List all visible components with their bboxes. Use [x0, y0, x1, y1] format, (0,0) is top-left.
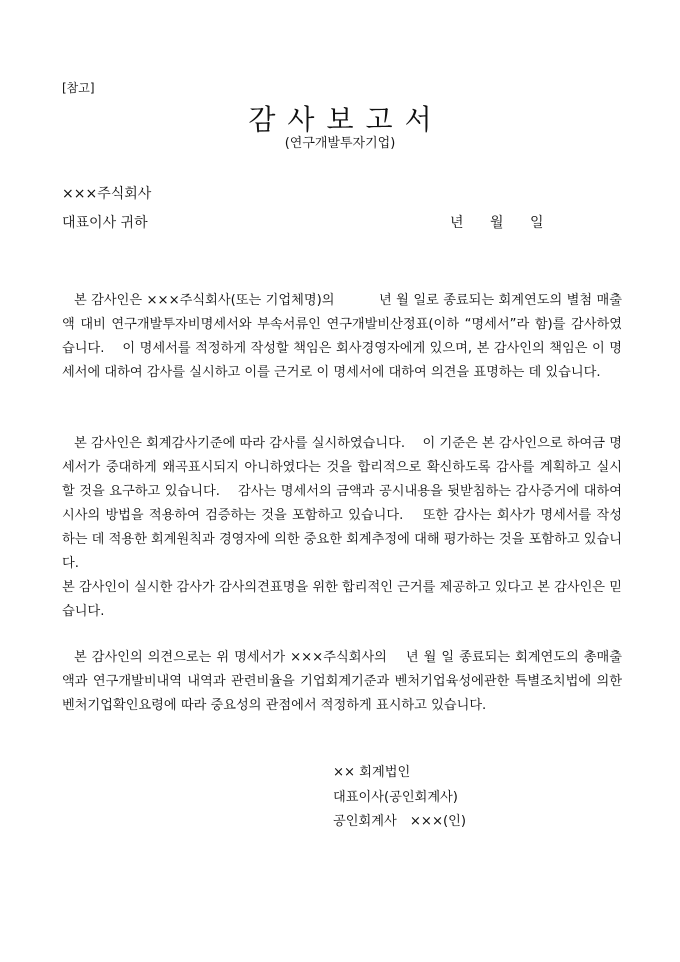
signature-representative: 대표이사(공인회계사) [333, 790, 458, 805]
paragraph-opinion: 본 감사인의 의견으로는 위 명세서가 ×××주식회사의 년 월 일 종료되는 회계연도의 총매출액과 연구개발비내역 내역과 관련비율을 기업회계기준과 벤처기업육성에관한 특별조치법에 의한 벤처기업확인요령에 따라 중요성의 관점에서 적정하게 표시하고 있습니다. [62, 650, 622, 713]
paragraph-standards: 본 감사인은 회계감사기준에 따라 감사를 실시하였습니다. 이 기준은 본 감사인으로 하여금 명세서가 중대하게 왜곡표시되지 아니하였다는 것을 합리적으로 확신하도록 감사를 계획하고 실시할 것을 요구하고 있습니다. 감사는 명세서의 금액과 공시내용을 뒷받침하는 감사증거에 대하여 시사의 방법을 적용하여 검증하는 것을 포함하고 있습니다. 또한 감사는 회사가 명세서를 작성하는 데 적용한 회계원칙과 경영자에 의한 중요한 회계추정에 대해 평가하는 것을 포함하고 있습니다. [62, 436, 622, 571]
document-subtitle: (연구개발투자기업) [284, 136, 396, 151]
company-name: ×××주식회사 [62, 186, 152, 202]
paragraph-basis: 본 감사인이 실시한 감사가 감사의견표명을 위한 합리적인 근거를 제공하고 있다고 본 감사인은 믿습니다. [62, 580, 622, 619]
date-line: 년 월 일 [450, 215, 544, 231]
reference-label: [참고] [62, 81, 95, 95]
document-title: 감사보고서 [248, 103, 444, 136]
signature-cpa: 공인회계사 ×××(인) [333, 814, 467, 829]
paragraph-scope: 본 감사인은 ×××주식회사(또는 기업체명)의 년 월 일로 종료되는 회계연도의 별첨 매출액 대비 연구개발투자비명세서와 부속서류인 연구개발비산정표(이하 “명세서”라 함)를 감사하였습니다. 이 명세서를 적정하게 작성할 책임은 회사경영자에게 있으며, 본 감사인의 책임은 이 명세서에 대하여 감사를 실시하고 이를 근거로 이 명세서에 대하여 의견을 표명하는 데 있습니다. [62, 293, 622, 380]
recipient-line: 대표이사 귀하 [62, 215, 148, 231]
signature-firm: ×× 회계법인 [333, 765, 411, 780]
